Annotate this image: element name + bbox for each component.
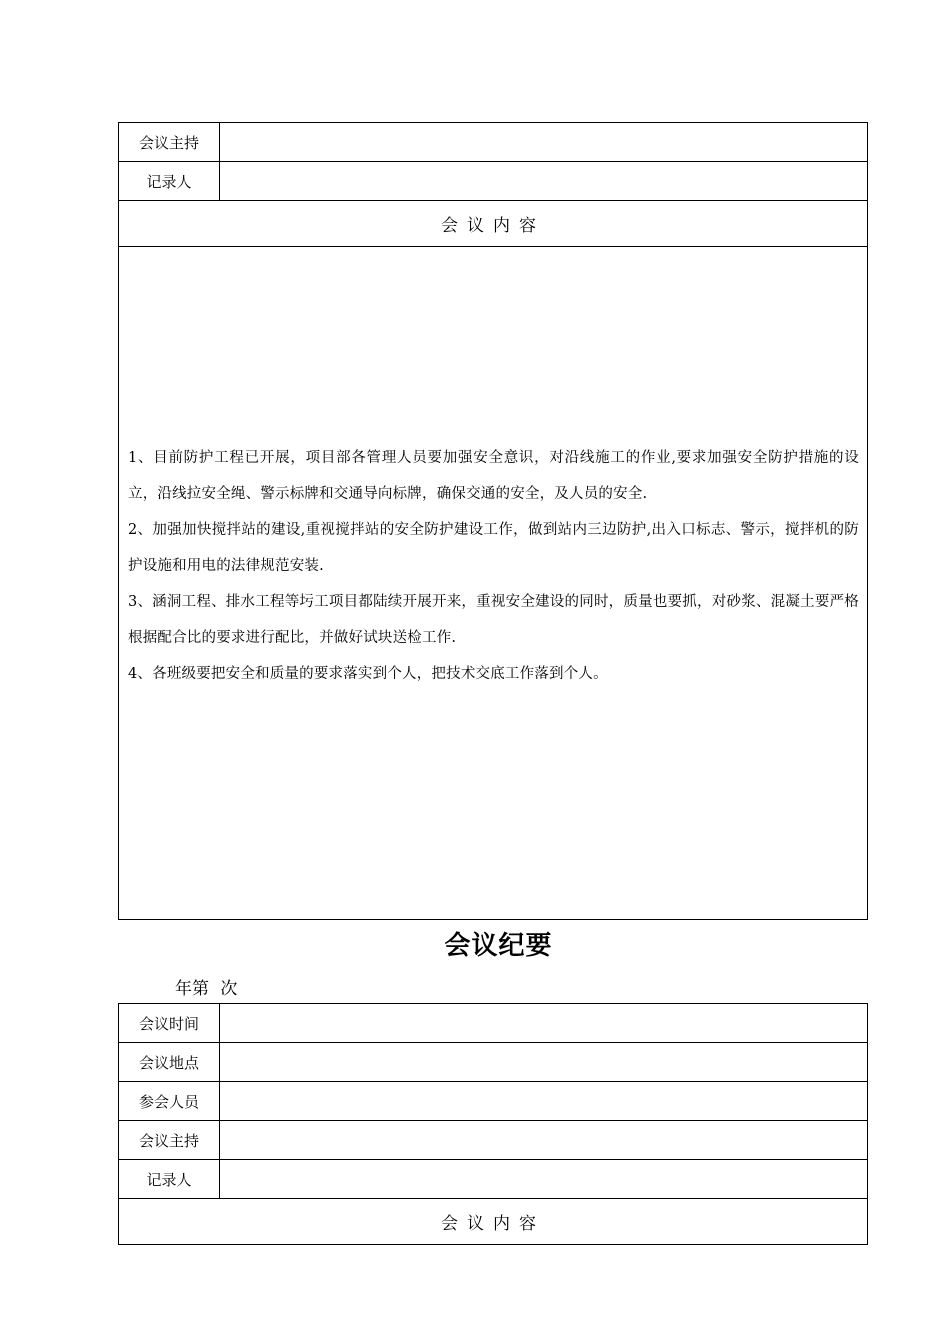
content-heading-row-2 — [119, 1199, 868, 1245]
content-body-row — [119, 247, 868, 920]
year-session-line: 年第 次 — [175, 979, 238, 999]
content-paragraph: 3、涵洞工程、排水工程等圬工项目都陆续开展开来，重视安全建设的同时，质量也要抓，对砂浆、混凝土要严格根据配合比的要求进行配比，并做好试块送检工作. — [128, 594, 859, 646]
attendees-label: 参会人员 — [119, 1082, 220, 1121]
content-paragraph: 1、目前防护工程已开展，项目部各管理人员要加强安全意识，对沿线施工的作业,要求加强安全防护措施的设立，沿线拉安全绳、警示标牌和交通导向标牌，确保交通的安全，及人员的安全. — [128, 450, 859, 502]
attendees-row — [119, 1082, 868, 1121]
location-value — [220, 1043, 868, 1082]
content-heading-row — [119, 201, 868, 247]
top-minutes-table — [118, 122, 868, 920]
host-label: 会议主持 — [119, 123, 220, 162]
content-heading-2: 会议内容 — [119, 1199, 868, 1245]
content-body — [119, 247, 868, 920]
host-value-2 — [220, 1121, 868, 1160]
content-paragraph: 4、各班级要把安全和质量的要求落实到个人，把技术交底工作落到个人。 — [128, 666, 608, 682]
time-label: 会议时间 — [119, 1004, 220, 1043]
location-label: 会议地点 — [119, 1043, 220, 1082]
recorder-label: 记录人 — [119, 162, 220, 201]
minutes-form-table — [118, 1003, 868, 1245]
content-paragraphs — [128, 440, 859, 692]
host-row-2 — [119, 1121, 868, 1160]
location-row — [119, 1043, 868, 1082]
recorder-label-2: 记录人 — [119, 1160, 220, 1199]
recorder-row-2 — [119, 1160, 868, 1199]
recorder-value-2 — [220, 1160, 868, 1199]
recorder-value — [220, 162, 868, 201]
content-paragraph: 2、加强加快搅拌站的建设,重视搅拌站的安全防护建设工作，做到站内三边防护,出入口标志、警示，搅拌机的防护设施和用电的法律规范安装. — [128, 522, 859, 574]
time-row — [119, 1004, 868, 1043]
recorder-row — [119, 162, 868, 201]
attendees-value — [220, 1082, 868, 1121]
time-value — [220, 1004, 868, 1043]
host-row — [119, 123, 868, 162]
host-value — [220, 123, 868, 162]
host-label-2: 会议主持 — [119, 1121, 220, 1160]
document-title: 会议纪要 — [444, 931, 553, 961]
content-heading: 会议内容 — [119, 201, 868, 247]
